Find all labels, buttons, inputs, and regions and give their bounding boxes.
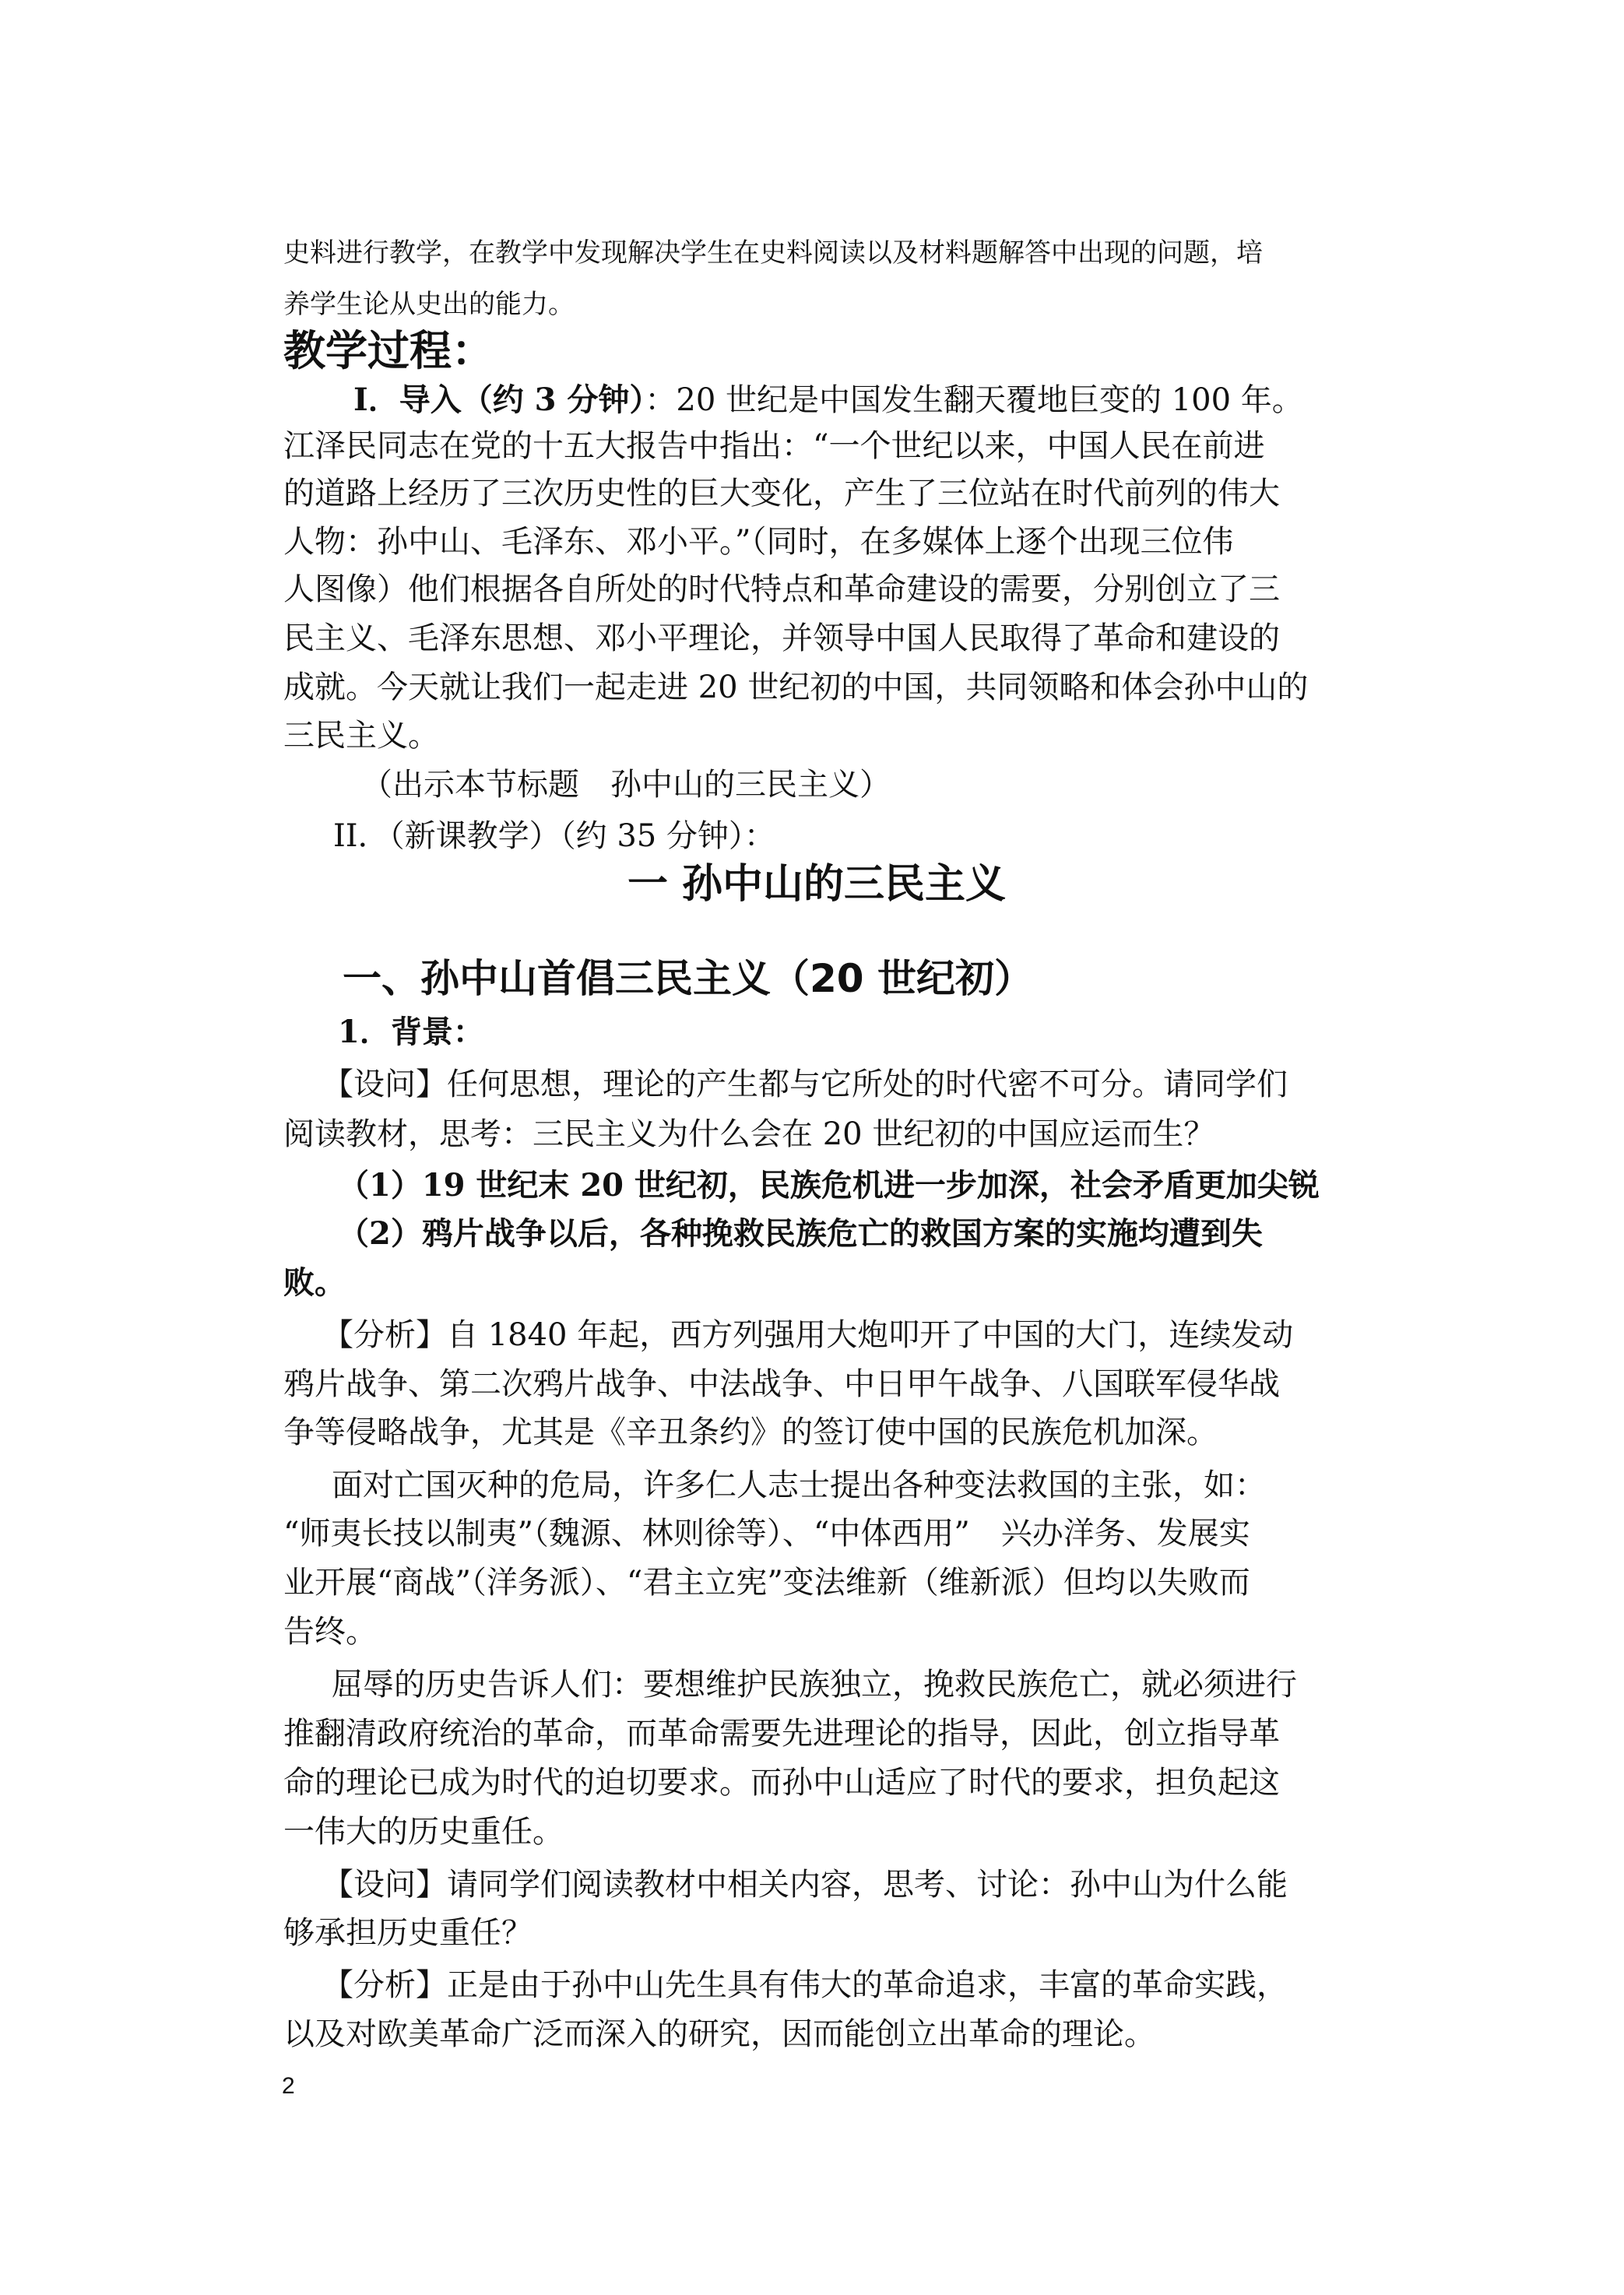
intro-line: 史料进行教学，在教学中发现解决学生在史料阅读以及材料题解答中出现的问题，培 [283,237,1263,269]
crisis-line: 面对亡国灭种的危局，许多仁人志士提出各种变法救国的主张，如： [332,1467,1266,1503]
crisis-line: 告终。 [283,1614,377,1650]
key-point-2-cont: 败。 [283,1264,346,1301]
question-line: 阅读教材，思考：三民主义为什么会在 20 世纪初的中国应运而生？ [283,1116,1215,1152]
lead-in-line: 民主义、毛泽东思想、邓小平理论，并领导中国人民取得了革命和建设的 [283,620,1280,656]
lead-in-line: 人图像）他们根据各自所处的时代特点和革命建设的需要，分别创立了三 [283,571,1280,607]
lead-in-first-line [353,381,1350,418]
lead-in-line: 三民主义。 [283,718,439,754]
key-point-1: （1）19 世纪末 20 世纪初，民族危机进一步加深，社会矛盾更加尖锐 [338,1167,1320,1204]
lead-in-line: 的道路上经历了三次历史性的巨大变化，产生了三位站在时代前列的伟大 [283,476,1280,511]
history-line: 命的理论已成为时代的迫切要求。而孙中山适应了时代的要求，担负起这 [283,1765,1280,1801]
analysis-line: 鸦片战争、第二次鸦片战争、中法战争、中日甲午战争、八国联军侵华战 [283,1366,1280,1402]
question-line: 【设问】请同学们阅读教材中相关内容，思考、讨论：孙中山为什么能 [322,1867,1288,1903]
lead-in-text: ：20 世纪是中国发生翻天覆地巨变的 100 年。 [645,382,1303,418]
lead-in-label: I．导入（约 3 分钟） [353,381,645,418]
background-heading: 1．背景： [338,1014,484,1050]
history-line: 屈辱的历史告诉人们：要想维护民族独立，挽救民族危亡，就必须进行 [332,1667,1297,1703]
analysis-line: 以及对欧美革命广泛而深入的研究，因而能创立出革命的理论。 [283,2016,1155,2052]
lesson-title: 一 孙中山的三民主义 [627,861,1007,908]
history-line: 推翻清政府统治的革命，而革命需要先进理论的指导，因此，创立指导革 [283,1716,1280,1752]
process-heading: 教学过程： [283,326,494,375]
crisis-line: “师夷长技以制夷”（魏源、林则徐等）、“中体西用” 兴办洋务、发展实 [283,1516,1250,1552]
question-line: 够承担历史重任？ [283,1915,533,1951]
show-title-note: （出示本节标题 孙中山的三民主义） [361,767,891,803]
question-line: 【设问】任何思想，理论的产生都与它所处的时代密不可分。请同学们 [322,1067,1288,1102]
intro-line: 养学生论从史出的能力。 [283,289,575,320]
history-line: 一伟大的历史重任。 [283,1814,564,1850]
lead-in-line: 人物：孙中山、毛泽东、邓小平。”（同时，在多媒体上逐个出现三位伟 [283,524,1234,560]
new-lesson-label: II．（新课教学）（约 35 分钟）： [333,818,775,854]
lead-in-line: 江泽民同志在党的十五大报告中指出：“一个世纪以来，中国人民在前进 [283,428,1265,464]
lead-in-line: 成就。今天就让我们一起走进 20 世纪初的中国，共同领略和体会孙中山的 [283,670,1309,705]
analysis-line: 争等侵略战争，尤其是《辛丑条约》的签订使中国的民族危机加深。 [283,1415,1218,1450]
section-title: 一、孙中山首倡三民主义（20 世纪初） [343,956,1033,1001]
key-point-2: （2）鸦片战争以后，各种挽救民族危亡的救国方案的实施均遭到失 [338,1215,1263,1252]
crisis-line: 业开展“商战”（洋务派）、“君主立宪”变法维新（维新派）但均以失败而 [283,1565,1250,1601]
analysis-line: 【分析】自 1840 年起，西方列强用大炮叩开了中国的大门，连续发动 [322,1317,1294,1353]
page-number: 2 [282,2073,295,2099]
analysis-line: 【分析】正是由于孙中山先生具有伟大的革命追求，丰富的革命实践， [322,1967,1288,2003]
